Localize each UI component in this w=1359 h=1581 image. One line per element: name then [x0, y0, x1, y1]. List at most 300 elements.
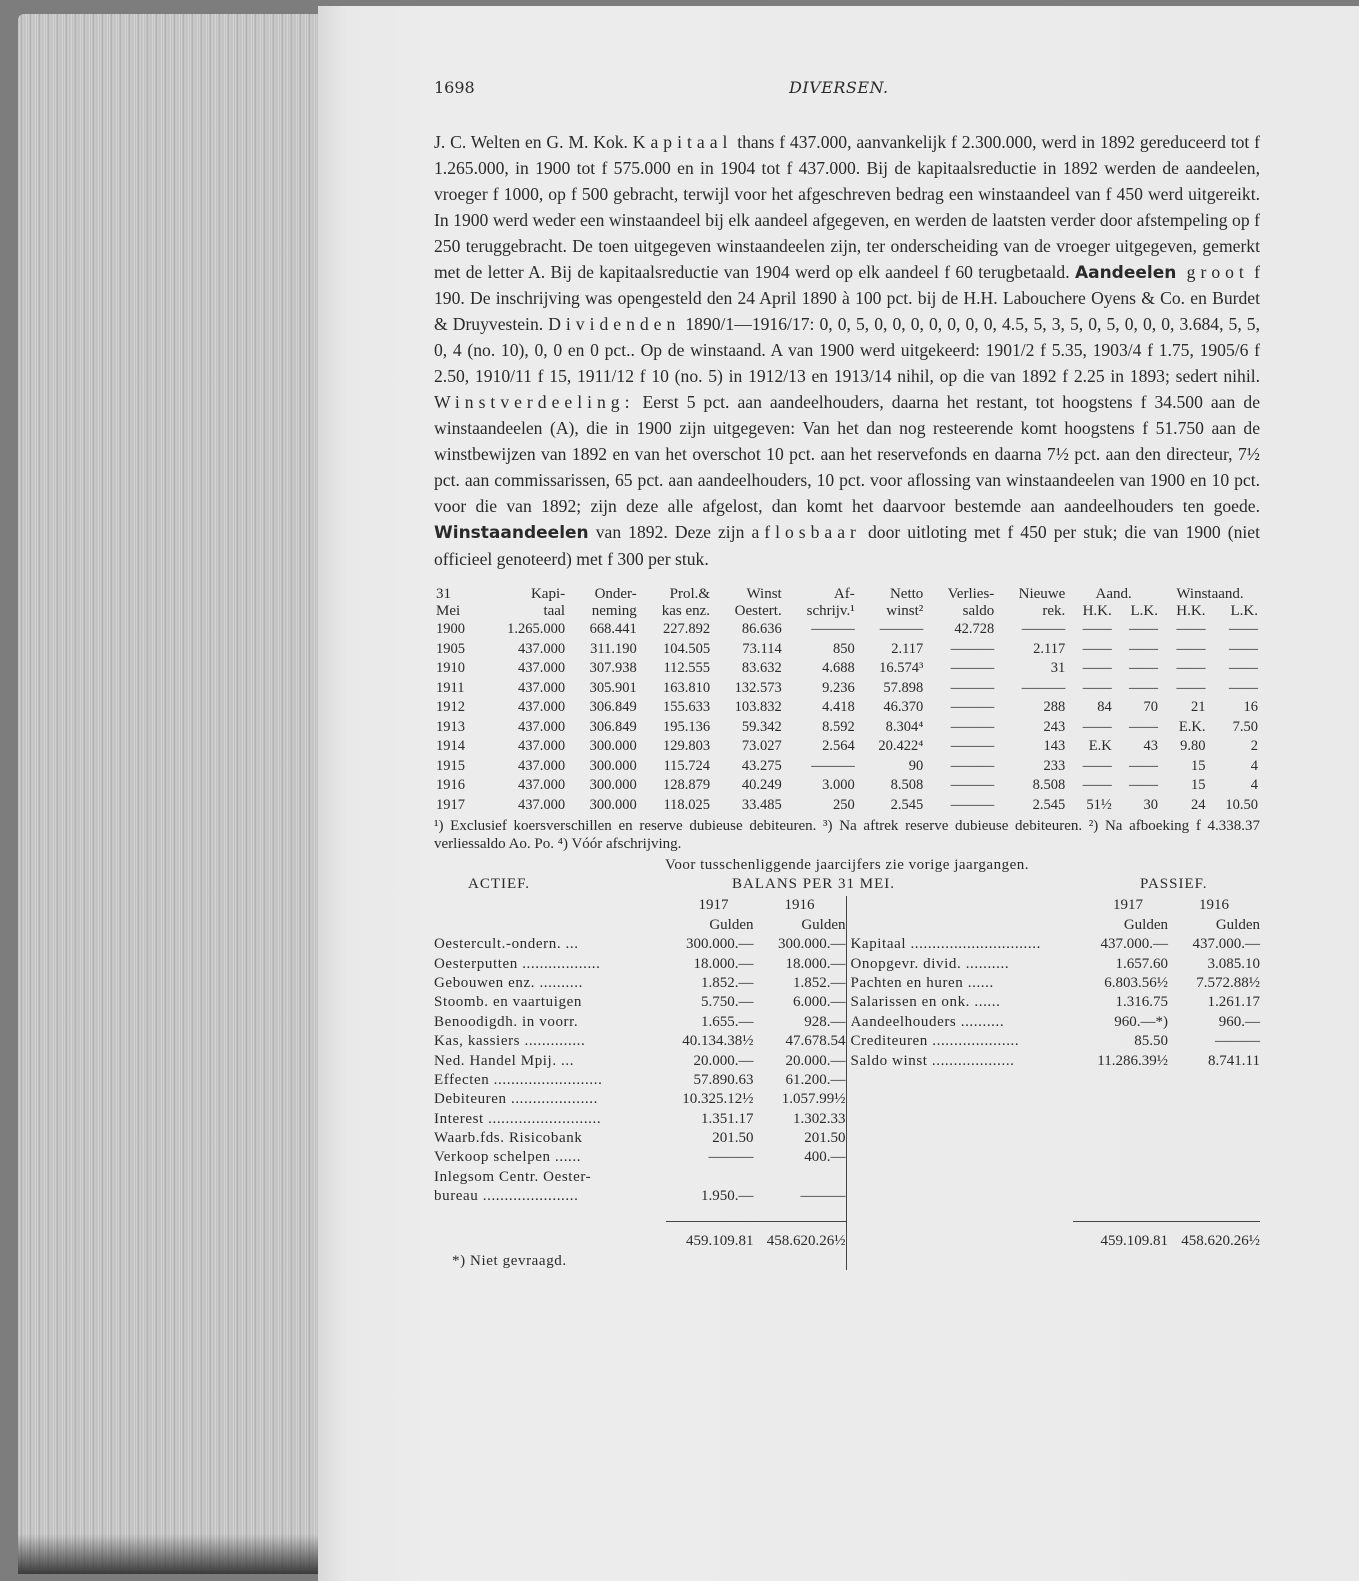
passief-v1916: ——— [1215, 1033, 1260, 1050]
table-cell: ——— [950, 640, 995, 657]
actief-v1917: 1.655.— [701, 1013, 754, 1030]
table-cell: 4.688 [822, 660, 855, 677]
table-cell: 118.025 [663, 796, 711, 813]
table-cell: —— [1229, 660, 1258, 677]
winstaandeelen-heading: Winstaandeelen [434, 522, 589, 543]
actief-v1917: 201.50 [712, 1130, 754, 1147]
actief-row [434, 935, 846, 954]
col-head: L.K. [1230, 603, 1258, 620]
table-cell: 33.485 [741, 796, 782, 813]
actief-v1916: 1.057.99½ [781, 1091, 846, 1108]
unit-header [851, 916, 1261, 935]
running-header [434, 78, 1260, 120]
table-cell: 70 [1143, 699, 1158, 716]
actief-v1917: 18.000.— [693, 955, 754, 972]
actief-v1916: ——— [800, 1188, 846, 1205]
table-cell: E.K. [1178, 718, 1206, 735]
col-head: saldo [962, 603, 995, 620]
table-row [434, 659, 1260, 679]
passief-label: Saldo winst ................... [850, 1052, 1015, 1069]
passief-v1916: 960.— [1218, 1013, 1260, 1030]
actief-side [434, 896, 846, 1270]
passief-total-row [851, 1232, 1261, 1251]
kapitaal-heading: Kapitaal [632, 132, 733, 152]
actief-row [434, 1052, 846, 1071]
passief-v1917: 11.286.39½ [1097, 1052, 1168, 1069]
actief-v1916: 47.678.54 [785, 1033, 846, 1050]
passief-total-1916: 458.620.26½ [1181, 1232, 1260, 1249]
table-cell: 300.000 [589, 777, 637, 794]
col-head: schrijv.¹ [806, 603, 855, 620]
table-cell: 163.810 [662, 679, 711, 696]
table-row [434, 620, 1260, 640]
table-row [434, 776, 1260, 796]
table-cell: 288 [1043, 699, 1066, 716]
col-head: taal [543, 603, 566, 620]
actief-v1916: 20.000.— [785, 1052, 846, 1069]
actief-label: Interest .......................... [434, 1110, 602, 1127]
table-cell: 300.000 [589, 757, 637, 774]
actief-total-row [434, 1232, 846, 1251]
table-cell: 40.249 [741, 777, 782, 794]
actief-v1917: 1.852.— [701, 974, 754, 991]
table-cell: 2 [1250, 738, 1258, 755]
actief-row [434, 1148, 846, 1167]
actief-v1917: ——— [708, 1149, 754, 1166]
col-head: Prol.& [669, 586, 711, 603]
table-cell: 1911 [436, 679, 465, 696]
passief-row [851, 935, 1261, 954]
actief-total-1917: 459.109.81 [686, 1232, 754, 1249]
table-cell: 86.636 [741, 621, 782, 638]
balance-title: BALANS PER 31 MEI. [732, 876, 896, 893]
text-segment: 1890/1—1916/17: 0, 0, 5, 0, 0, 0, 0, 0, 0, 0, 4.5, 5, 3, 5, 0, 5, 0, 0, 0, 3.684, 5, 5, 0, 4 (no. 10), 0, 0 en 0 pct.. Op de winstaand. A van 1900 werd uitgekeerd: 1901/2 f 5.35, 1903/4 f 1.75, 1905/6 f 2.50, 1910/11 f 15, 1911/12 f 10 (no. 5) in 1912/13 en 1913/14 nihil, op die van 1892 f 2.25 in 1893; sedert nihil. [434, 314, 1260, 387]
col-head: winst² [886, 603, 924, 620]
passief-v1916: 7.572.88½ [1196, 974, 1260, 991]
year-1916: 1916 [784, 897, 815, 914]
col-head: Kapi- [530, 586, 566, 603]
table-cell: 84 [1097, 699, 1112, 716]
col-head: Af- [833, 586, 855, 603]
actief-v1916: 6.000.— [793, 994, 846, 1011]
actief-label: Benoodigdh. in voorr. [434, 1013, 579, 1030]
table-cell: 437.000 [517, 699, 566, 716]
table-cell: —— [1082, 777, 1112, 794]
table-cell: —— [1229, 640, 1258, 657]
table-cell: 24 [1190, 796, 1206, 813]
table-cell: —— [1082, 757, 1112, 774]
table-cell: —— [1082, 660, 1112, 677]
col-head: Onder- [594, 586, 637, 603]
section-title: DIVERSEN. [789, 78, 889, 97]
text-segment: thans f 437.000, aanvankelijk f 2.300.000, werd in 1892 gereduceerd tot f 1.265.000, in 1900 tot f 575.000 en in 1904 tot f 437.000. Bij de kapitaalsreductie in 1892 werden de aandeelen, vroeger f 1000, op f 500 gebracht, terwijl voor het afgeschreven bedrag een winstaandeel van f 450 werd uitgereikt. In 1900 werd weder een winstaandeel bij elk aandeel afgegeven, en werden de laatsten verder door afstempeling op f 250 teruggebracht. De toen uitgegeven winstaandeelen zijn, ter onderscheiding van de vroeger uitgegeven, gemerkt met de letter A. Bij de kapitaalsreductie van 1904 werd op elk aandeel f 60 terugbetaald. [434, 132, 1260, 282]
actief-v1917 [674, 1168, 754, 1187]
table-cell: 1914 [436, 738, 465, 755]
table-header-row-top [434, 586, 1260, 603]
table-cell: 233 [1043, 757, 1066, 774]
table-cell: 1905 [436, 640, 465, 657]
table-cell: 1.265.000 [507, 621, 566, 638]
passief-row [851, 993, 1261, 1012]
table-cell: 437.000 [517, 777, 566, 794]
table-cell: ——— [950, 796, 995, 813]
table-cell: 129.803 [662, 738, 711, 755]
table-cell: 46.370 [883, 699, 924, 716]
actief-label: Verkoop schelpen ...... [434, 1149, 582, 1166]
financial-history-table [434, 586, 1260, 815]
table-cell: 10.50 [1225, 796, 1258, 813]
table-cell: 1916 [436, 777, 465, 794]
table-cell: —— [1128, 660, 1158, 677]
table-cell: 1915 [436, 757, 465, 774]
table-cell: —— [1229, 621, 1258, 638]
table-row [434, 757, 1260, 777]
sum-rule [666, 1221, 846, 1222]
table-row [434, 796, 1260, 816]
table-cell: 43.275 [741, 757, 782, 774]
actief-label: Oesterputten .................. [434, 955, 601, 972]
table-cell: —— [1128, 718, 1158, 735]
table-cell: 250 [832, 796, 855, 813]
passief-label: Onopgevr. divid. .......... [850, 955, 1010, 972]
table-cell: —— [1229, 679, 1258, 696]
table-cell: 243 [1043, 718, 1066, 735]
book-page-edges [18, 14, 328, 1574]
table-cell: 143 [1043, 738, 1066, 755]
table-cell: —— [1128, 640, 1158, 657]
table-cell: 227.892 [662, 621, 711, 638]
passief-heading: PASSIEF. [1140, 876, 1208, 893]
actief-label: Effecten ......................... [434, 1071, 603, 1088]
table-cell: 73.114 [742, 640, 782, 657]
table-cell: 437.000 [517, 757, 566, 774]
table-cell: 305.901 [589, 679, 637, 696]
actief-v1917: 5.750.— [701, 994, 754, 1011]
table-cell: —— [1128, 621, 1158, 638]
table-cell: 8.304⁴ [885, 718, 924, 735]
passief-v1916: 8.741.11 [1208, 1052, 1260, 1069]
unit-label: Gulden [709, 916, 754, 933]
table-cell: 43 [1143, 738, 1158, 755]
actief-label: Kas, kassiers .............. [434, 1033, 586, 1050]
table-cell: ——— [950, 699, 995, 716]
passief-v1916: 437.000.— [1192, 936, 1260, 953]
table-cell: ——— [879, 621, 924, 638]
actief-v1917: 57.890.63 [693, 1071, 754, 1088]
table-cell: 16 [1243, 699, 1258, 716]
actief-v1917: 20.000.— [693, 1052, 754, 1069]
table-cell: ——— [950, 757, 995, 774]
table-header-row-bottom [434, 603, 1260, 620]
table-cell: 15 [1190, 757, 1206, 774]
table-row [434, 698, 1260, 718]
table-cell: 128.879 [662, 777, 711, 794]
col-head: Winst [746, 586, 782, 603]
actief-heading: ACTIEF. [468, 876, 531, 893]
passief-rows [851, 935, 1261, 1071]
text-segment: van 1892. Deze zijn [588, 521, 752, 542]
table-cell: 7.50 [1232, 718, 1258, 735]
table-cell: 8.508 [1032, 777, 1066, 794]
table-cell: 104.505 [662, 640, 711, 657]
table-cell: 83.632 [741, 660, 782, 677]
table-cell: 51½ [1086, 796, 1112, 813]
table-cell: —— [1082, 621, 1112, 638]
passief-v1916: 3.085.10 [1207, 955, 1260, 972]
actief-label: Waarb.fds. Risicobank [434, 1130, 583, 1147]
table-cell: ——— [950, 718, 995, 735]
actief-row [434, 1032, 846, 1051]
page-number: 1698 [434, 78, 475, 97]
balance-columns [434, 896, 1260, 1270]
table-cell: 437.000 [517, 796, 566, 813]
actief-label: Oestercult.-ondern. ... [434, 936, 579, 953]
table-cell: 2.545 [890, 796, 924, 813]
table-cell: 2.545 [1032, 796, 1066, 813]
passief-row [851, 1052, 1261, 1071]
passief-v1917: 1.316.75 [1115, 994, 1168, 1011]
table-cell: —— [1176, 640, 1206, 657]
col-head: Netto [889, 586, 924, 603]
table-cell: 2.564 [822, 738, 855, 755]
table-footnotes: ¹) Exclusief koersverschillen en reserve dubieuse debiteuren. ³) Na aftrek reserve dubieuse debiteuren. ²) Na afboeking f 4.338.37 verliessaldo Ao. Po. ⁴) Vóór afschrijving. [434, 818, 1260, 853]
passief-total-1917: 459.109.81 [1100, 1232, 1168, 1249]
table-cell: 4 [1250, 757, 1258, 774]
table-cell: 8.508 [890, 777, 924, 794]
actief-label: bureau ...................... [434, 1188, 579, 1205]
table-cell: 195.136 [662, 718, 711, 735]
passief-row [851, 1032, 1261, 1051]
table-cell: 307.938 [589, 660, 637, 677]
actief-row [434, 1090, 846, 1109]
actief-v1916: 400.— [804, 1149, 846, 1166]
table-cell: 90 [908, 757, 924, 774]
table-cell: 103.832 [734, 699, 782, 716]
actief-v1916: 18.000.— [785, 955, 846, 972]
table-cell: 437.000 [517, 718, 566, 735]
table-cell: 15 [1190, 777, 1206, 794]
table-cell: 1917 [436, 796, 465, 813]
table-cell: ——— [950, 660, 995, 677]
unit-label: Gulden [801, 916, 846, 933]
text-segment: Eerst 5 pct. aan aandeelhouders, daarna het restant, tot hoogstens f 34.500 aan de winstaandeelen (A), die in 1900 zijn uitgegeven: Van het dan nog resteerende komt hoogstens f 51.750 aan de winstbewijzen van 1892 en van het overschot 10 pct. aan het reservefonds en daarna 7½ pct. aan den directeur, 7½ pct. aan commissarissen, 65 pct. aan aandeelhouders, 10 pct. voor aflossing van winstaandeelen van 1900 en 10 pct. voor die van 1892; zijn deze alle afgelost, dan komt het daarvoor bestemde aan aandeelhouders ten goede. [434, 392, 1260, 516]
company-description [434, 130, 1260, 572]
table-cell: ——— [811, 757, 855, 774]
sum-rule [1073, 1221, 1261, 1222]
actief-v1917: 1.351.17 [701, 1110, 754, 1127]
passief-label: Aandeelhouders .......... [850, 1013, 1005, 1030]
actief-v1916: 1.852.— [793, 974, 846, 991]
table-cell: 9.236 [822, 679, 855, 696]
table-cell: ——— [1021, 621, 1066, 638]
table-cell: 42.728 [954, 621, 995, 638]
col-head: Aand. [1095, 586, 1132, 603]
table-cell: 73.027 [741, 738, 782, 755]
col-head: Winstaand. [1176, 586, 1244, 603]
col-head: 31 [436, 586, 451, 603]
year-1917: 1917 [698, 897, 729, 914]
actief-row [434, 1013, 846, 1032]
passief-label: Salarissen en onk. ...... [850, 994, 1001, 1011]
balance-headings [434, 876, 1260, 896]
passief-label: Kapitaal .............................. [850, 936, 1041, 953]
col-head: Nieuwe [1018, 586, 1066, 603]
table-cell: 30 [1143, 796, 1158, 813]
table-cell: 850 [832, 640, 855, 657]
unit-label: Gulden [1215, 916, 1260, 933]
passief-v1917: 1.657.60 [1115, 955, 1168, 972]
table-cell: 1910 [436, 660, 465, 677]
col-head: rek. [1042, 603, 1066, 620]
actief-row [434, 1168, 846, 1187]
actief-v1916: 928.— [804, 1013, 846, 1030]
col-head: L.K. [1130, 603, 1158, 620]
col-head: H.K. [1176, 603, 1206, 620]
actief-label: Inlegsom Centr. Oester- [434, 1168, 592, 1185]
table-cell: —— [1128, 777, 1158, 794]
actief-label: Debiteuren .................... [434, 1091, 598, 1108]
col-head: kas enz. [661, 603, 711, 620]
col-head: H.K. [1082, 603, 1112, 620]
passief-v1916: 1.261.17 [1207, 994, 1260, 1011]
actief-row [434, 993, 846, 1012]
table-cell: ——— [1021, 679, 1066, 696]
passief-label: Pachten en huren ...... [850, 974, 994, 991]
table-row [434, 679, 1260, 699]
table-cell: 115.724 [663, 757, 711, 774]
unit-header [434, 916, 846, 935]
groot-label: groot [1176, 261, 1249, 282]
actief-v1916: 61.200.— [785, 1071, 846, 1088]
passief-v1917: 437.000.— [1100, 936, 1168, 953]
actief-v1916: 1.302.33 [793, 1110, 846, 1127]
actief-label: Stoomb. en vaartuigen [434, 994, 582, 1011]
table-cell: 306.849 [589, 699, 637, 716]
actief-total-1916: 458.620.26½ [766, 1232, 846, 1249]
table-row [434, 640, 1260, 660]
col-head: Verlies- [947, 586, 995, 603]
table-cell: 4.418 [822, 699, 855, 716]
table-cell: 4 [1250, 777, 1258, 794]
table-row [434, 718, 1260, 738]
table-cell: 20.422⁴ [878, 738, 924, 755]
table-cell: 2.117 [1033, 640, 1066, 657]
text-segment: f 190. De inschrijving was opengesteld den 24 April 1890 à 100 pct. bij de H.H. Labouchere Oyens & Co. en Burdet & Druyvestein. [434, 261, 1260, 335]
passief-v1917: 960.—*) [1114, 1013, 1168, 1030]
year-header [434, 896, 846, 915]
actief-row [434, 1187, 846, 1206]
balance-sheet [434, 876, 1260, 1270]
table-cell: 437.000 [517, 738, 566, 755]
text-segment: door uitloting met f 450 per stuk; die van 1900 (niet officieel genoteerd) met f 300 per stuk. [434, 521, 1260, 569]
passief-v1917: 6.803.56½ [1104, 974, 1168, 991]
unit-label: Gulden [1123, 916, 1168, 933]
actief-v1917: 1.950.— [701, 1188, 754, 1205]
table-cell: 1913 [436, 718, 465, 735]
passief-row [851, 1013, 1261, 1032]
table-cell: 132.573 [734, 679, 782, 696]
actief-v1917: 10.325.12½ [682, 1091, 754, 1108]
actief-row [434, 1129, 846, 1148]
table-cell: 2.117 [891, 640, 924, 657]
table-cell: ——— [950, 679, 995, 696]
table-cell: 3.000 [822, 777, 855, 794]
table-cell: ——— [950, 777, 995, 794]
table-cell: —— [1082, 718, 1112, 735]
table-cell: 437.000 [517, 679, 566, 696]
col-head: Oestert. [734, 603, 782, 620]
table-cell: ——— [950, 738, 995, 755]
actief-row [434, 955, 846, 974]
table-cell: 437.000 [517, 640, 566, 657]
table-cell: E.K [1088, 738, 1112, 755]
table-cell: 1912 [436, 699, 465, 716]
table-cell: —— [1082, 679, 1112, 696]
table-cell: 668.441 [589, 621, 637, 638]
table-row [434, 737, 1260, 757]
actief-row [434, 974, 846, 993]
aandeelen-heading: Aandeelen [1074, 262, 1177, 283]
actief-v1916: 300.000.— [778, 936, 846, 953]
actief-v1916: 201.50 [804, 1130, 846, 1147]
dividenden-heading: Dividenden [548, 314, 681, 335]
table-cell: 59.342 [741, 718, 782, 735]
page-content [434, 78, 1260, 1270]
text-segment: J. C. Welten en G. M. Kok. [434, 132, 633, 152]
table-cell: 21 [1190, 699, 1206, 716]
passief-row [851, 955, 1261, 974]
actief-row [434, 1110, 846, 1129]
passief-v1917: 85.50 [1134, 1033, 1168, 1050]
balance-footnote: *) Niet gevraagd. [452, 1253, 567, 1270]
table-cell: 311.190 [590, 640, 637, 657]
aflosbaar-label: aflosbaar [751, 521, 861, 542]
col-head: neming [591, 603, 637, 620]
actief-row [434, 1071, 846, 1090]
table-cell: —— [1176, 621, 1206, 638]
year-header [851, 896, 1261, 915]
passief-label: Crediteuren .................... [850, 1033, 1020, 1050]
previous-years-note: Voor tusschenliggende jaarcijfers zie vorige jaargangen. [665, 857, 1029, 874]
actief-v1917: 40.134.38½ [682, 1033, 754, 1050]
table-cell: 1900 [436, 621, 465, 638]
table-cell: 300.000 [589, 796, 637, 813]
table-cell: —— [1128, 679, 1158, 696]
table-cell: 16.574³ [879, 660, 924, 677]
table-cell: ——— [811, 621, 855, 638]
actief-label: Gebouwen enz. .......... [434, 974, 583, 991]
year-1917: 1917 [1113, 897, 1143, 914]
actief-v1917: 300.000.— [686, 936, 754, 953]
table-cell: 306.849 [589, 718, 637, 735]
table-body [434, 620, 1260, 815]
col-head: Mei [436, 603, 461, 620]
passief-row [851, 974, 1261, 993]
table-cell: 31 [1050, 660, 1066, 677]
table-cell: 300.000 [589, 738, 637, 755]
passief-side [846, 896, 1261, 1270]
table-cell: —— [1176, 660, 1206, 677]
table-cell: —— [1128, 757, 1158, 774]
table-cell: 57.898 [883, 679, 924, 696]
table-cell: 8.592 [822, 718, 855, 735]
winstverdeeling-heading: Winstverdeeling: [434, 392, 635, 413]
table-cell: 112.555 [663, 660, 711, 677]
table-cell: —— [1082, 640, 1112, 657]
table-cell: —— [1176, 679, 1206, 696]
actief-v1916 [754, 1168, 846, 1187]
year-1916: 1916 [1199, 897, 1229, 914]
